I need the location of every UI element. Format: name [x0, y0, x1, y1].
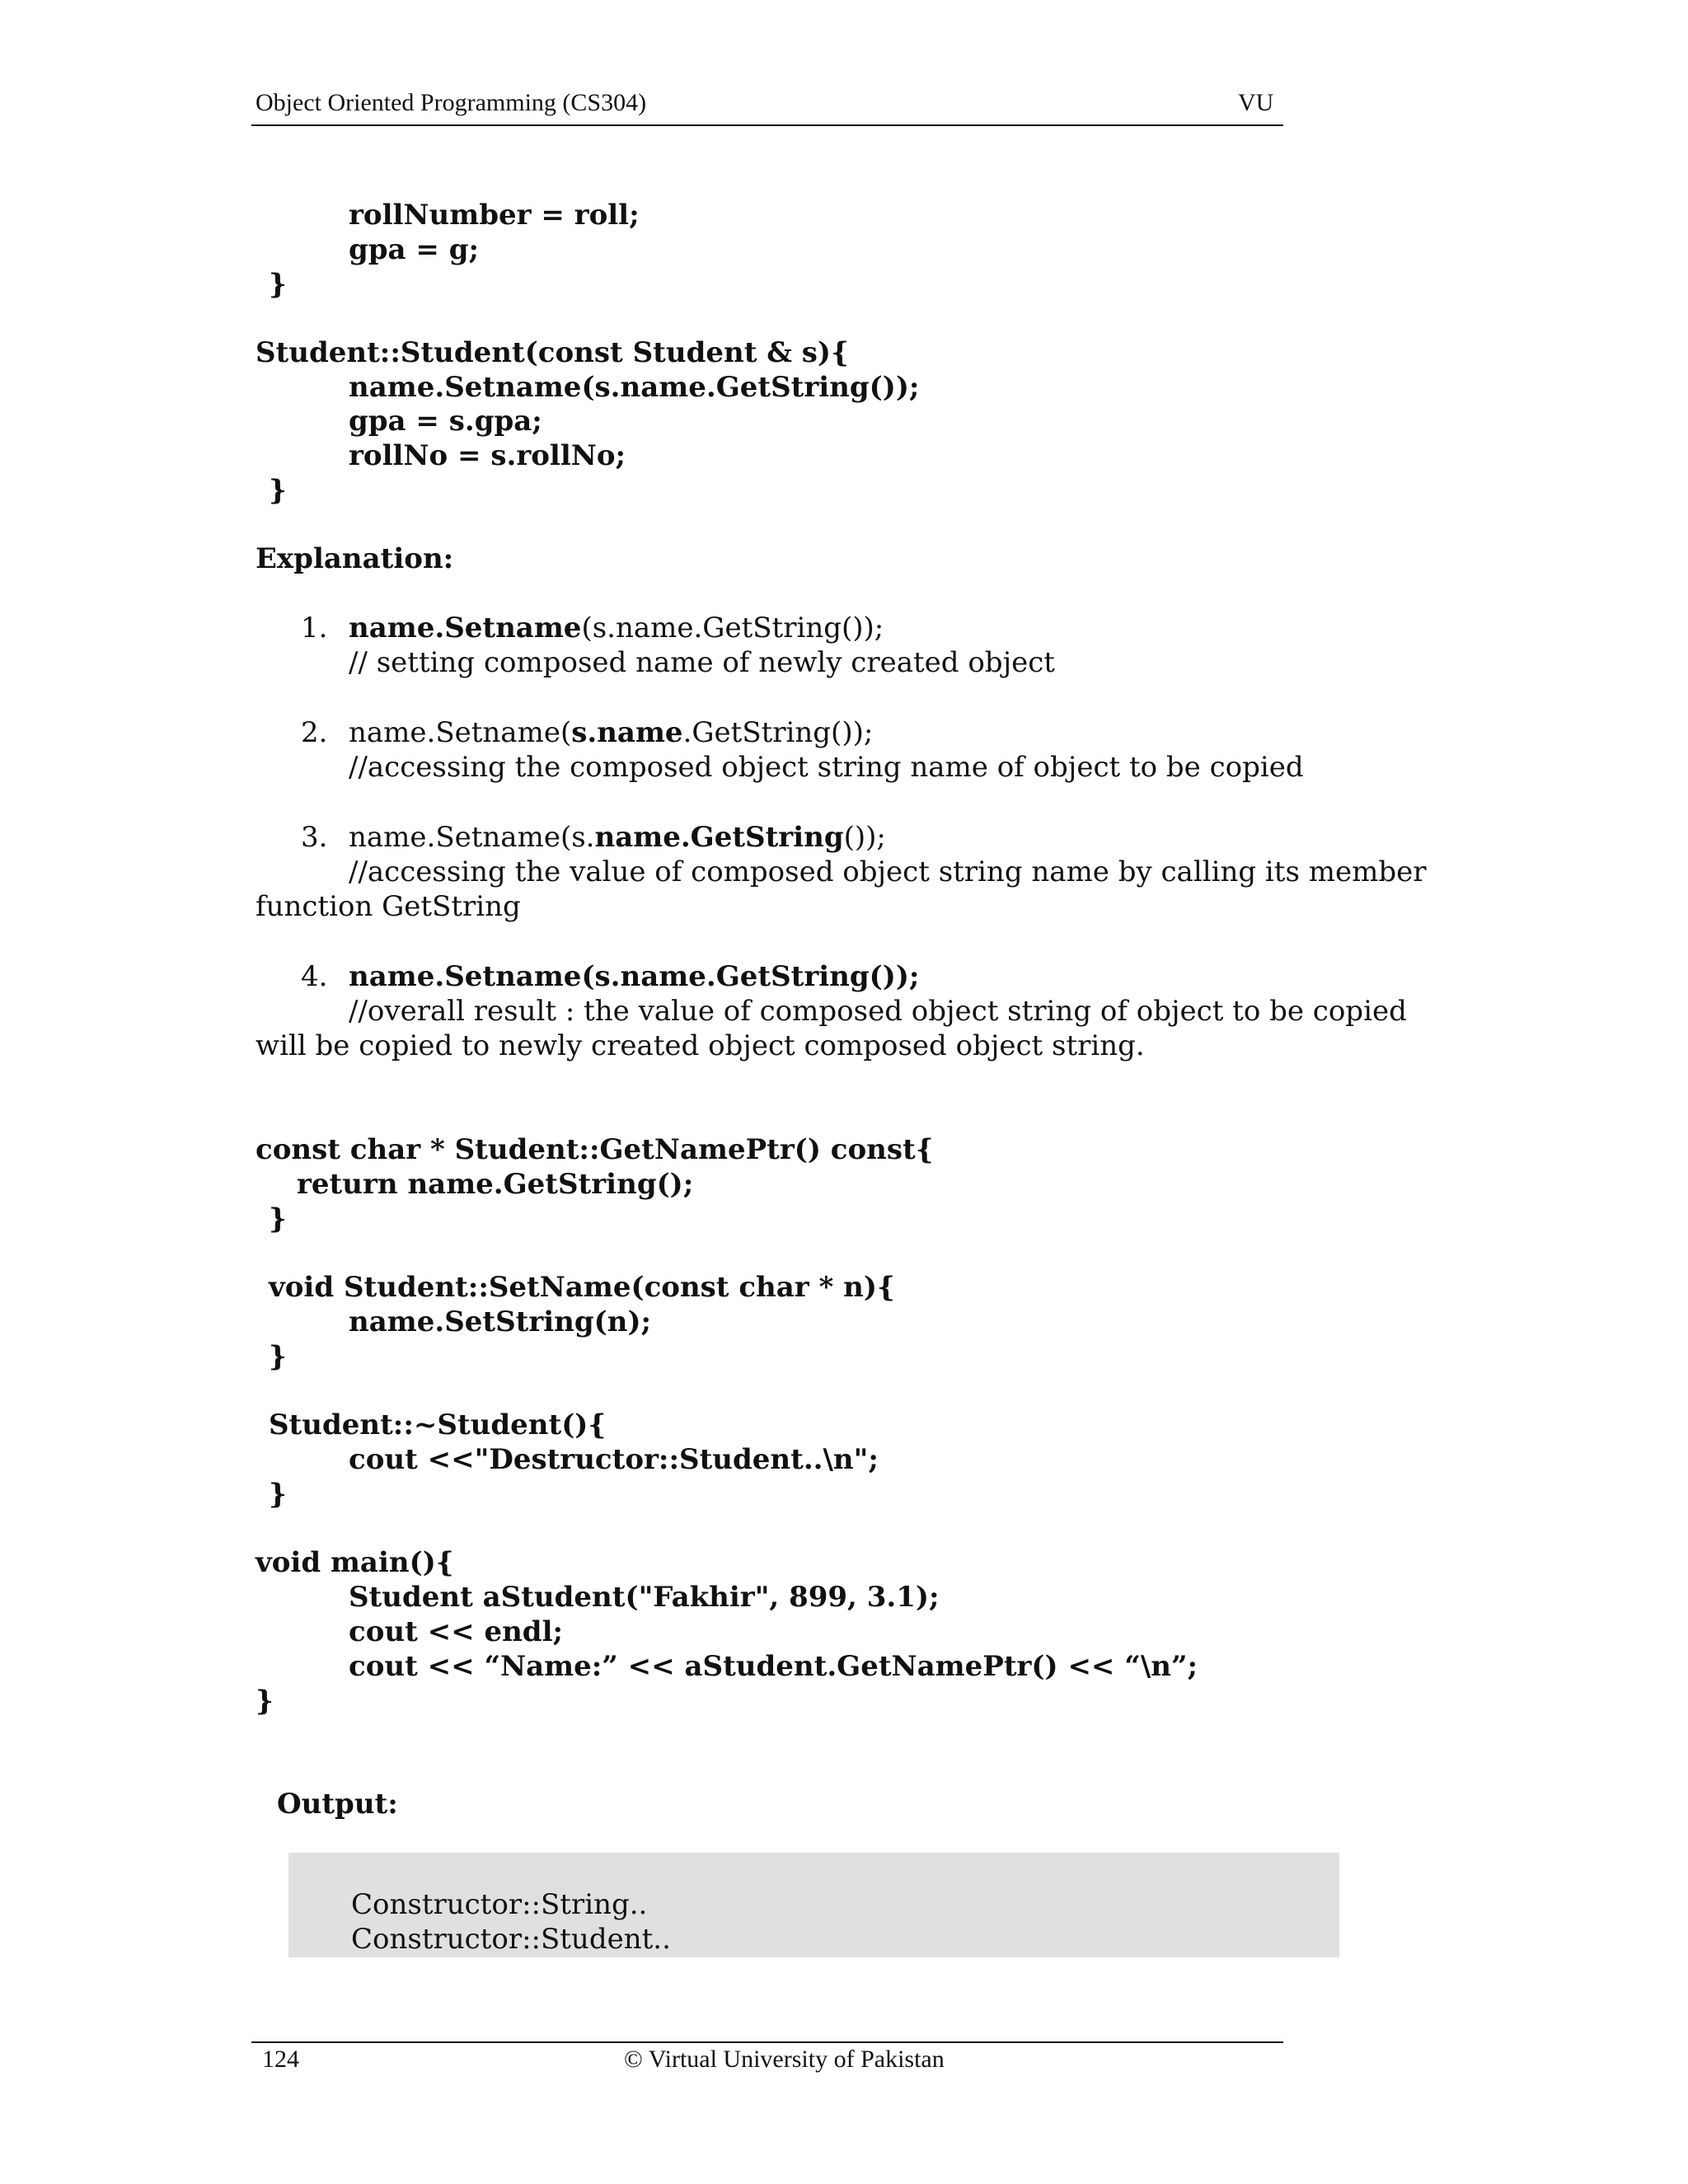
code-fragment: name.Setname( — [349, 716, 572, 749]
list-item — [349, 820, 886, 855]
code-line: cout << “Name:” << aStudent.GetNamePtr() << “\n”; — [349, 1650, 1198, 1683]
list-comment-continued: will be copied to newly created object composed object string. — [256, 1029, 1145, 1062]
list-comment: //accessing the composed object string name of object to be copied — [349, 751, 1304, 784]
code-fragment: (s.name.GetString()); — [581, 612, 884, 644]
output-line: Constructor::Student.. — [351, 1923, 671, 1956]
code-fragment: name.Setname — [349, 612, 582, 644]
code-line: } — [269, 1202, 287, 1235]
code-fragment: s.name — [571, 716, 683, 749]
code-line: gpa = s.gpa; — [349, 405, 542, 438]
running-header-vu: VU — [1238, 89, 1274, 116]
list-comment: //accessing the value of composed object string name by calling its member — [349, 855, 1427, 888]
list-comment-continued: function GetString — [256, 890, 521, 923]
list-number: 1. — [301, 612, 328, 644]
code-line: Student::Student(const Student & s){ — [256, 336, 849, 369]
code-line: const char * Student::GetNamePtr() const{ — [256, 1133, 934, 1166]
code-line: name.Setname(s.name.GetString()); — [349, 371, 920, 404]
explanation-heading: Explanation: — [256, 542, 454, 575]
list-comment: //overall result : the value of composed object string of object to be copied — [349, 995, 1407, 1028]
list-item — [349, 611, 884, 645]
code-fragment: ()); — [843, 821, 886, 854]
code-line: return name.GetString(); — [297, 1168, 694, 1201]
list-number: 4. — [301, 960, 328, 993]
list-number: 3. — [301, 821, 328, 854]
code-line: void Student::SetName(const char * n){ — [269, 1271, 895, 1304]
code-fragment: name.Setname(s. — [349, 821, 595, 854]
code-line: } — [256, 1685, 274, 1718]
code-line: name.SetString(n); — [349, 1305, 652, 1338]
output-heading: Output: — [277, 1788, 398, 1821]
code-line: } — [269, 268, 287, 301]
code-line: cout <<"Destructor::Student..\n"; — [349, 1443, 879, 1476]
code-line: gpa = g; — [349, 233, 480, 266]
output-line: Constructor::String.. — [351, 1888, 648, 1921]
list-item: name.Setname(s.name.GetString()); — [349, 960, 920, 993]
copyright-notice: © Virtual University of Pakistan — [624, 2046, 945, 2073]
list-number: 2. — [301, 716, 328, 749]
code-line: Student::~Student(){ — [269, 1408, 607, 1441]
code-line: cout << endl; — [349, 1615, 564, 1648]
code-line: rollNo = s.rollNo; — [349, 439, 626, 472]
code-line: } — [269, 1478, 287, 1511]
code-line: Student aStudent("Fakhir", 899, 3.1); — [349, 1581, 940, 1614]
code-fragment: .GetString()); — [682, 716, 874, 749]
running-header-title: Object Oriented Programming (CS304) — [256, 89, 647, 116]
code-line: void main(){ — [256, 1546, 454, 1579]
page-number: 124 — [262, 2046, 299, 2073]
code-line: rollNumber = roll; — [349, 199, 640, 232]
code-line: } — [269, 474, 287, 507]
code-line: } — [269, 1340, 287, 1373]
footer-rule — [251, 2041, 1283, 2043]
list-comment: // setting composed name of newly created object — [349, 646, 1055, 679]
list-item — [349, 715, 873, 750]
code-fragment: name.GetString — [594, 821, 844, 854]
header-rule — [251, 124, 1283, 126]
